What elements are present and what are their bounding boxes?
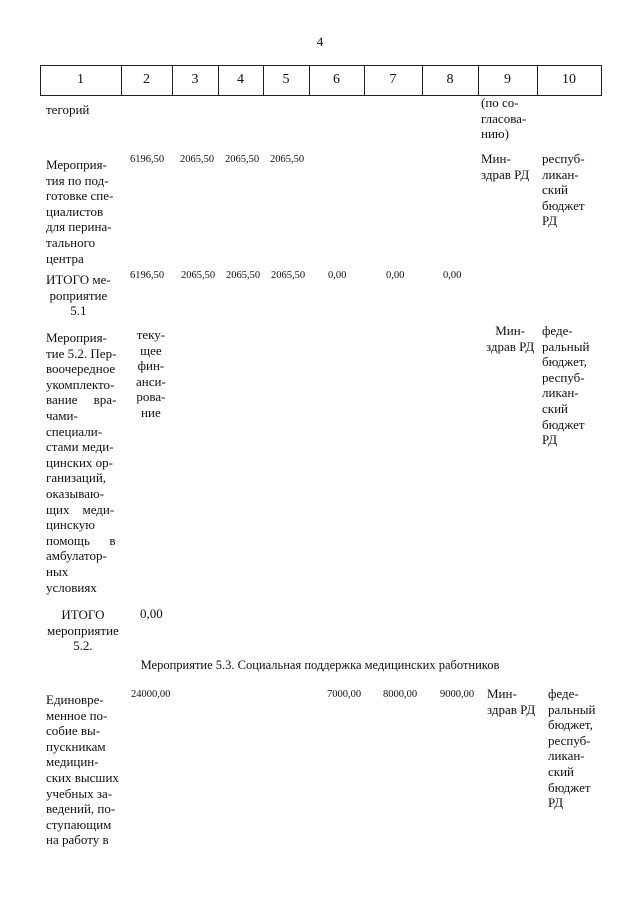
column-number-6: 6 xyxy=(333,72,340,87)
row-5-2-source: феде- ральный бюджет, респуб- ликан- ский бюджет РД xyxy=(542,323,590,448)
row-5-3-col8: 9000,00 xyxy=(440,689,475,700)
row-perinatal-value-col3: 2065,50 xyxy=(180,154,215,165)
row-continuation-executor: (по со- гласова- нию) xyxy=(481,95,527,142)
row-5-3-executor: Мин- здрав РД xyxy=(487,686,536,717)
total-5-1-col7: 0,00 xyxy=(386,270,405,281)
row-5-2-name: Мероприя- тие 5.2. Пер- воочередное укомплекто- вание вра- чами- специали- стами меди- цинских ор- ганизаций, оказываю- щих меди- цинскую помощь в амбулатор- ных условиях xyxy=(46,330,117,595)
row-perinatal-value-col5: 2065,50 xyxy=(270,154,305,165)
total-5-1-label: ИТОГО ме- роприятие 5.1 xyxy=(46,272,111,319)
column-number-7: 7 xyxy=(389,72,397,87)
column-number-3: 3 xyxy=(191,72,199,87)
row-continuation-name: тегорий xyxy=(46,102,90,117)
total-5-1-col4: 2065,50 xyxy=(226,270,261,281)
column-number-5: 5 xyxy=(282,72,290,87)
column-number-2: 2 xyxy=(143,72,150,87)
total-5-2-label: ИТОГО мероприятие 5.2. xyxy=(47,607,119,654)
row-perinatal-name: Мероприя- тия по под- готовке спе- циалистов для перина- тального центра xyxy=(46,157,114,266)
total-5-1-col8: 0,00 xyxy=(443,270,462,281)
row-5-3-col6: 7000,00 xyxy=(327,689,362,700)
header-divider xyxy=(601,65,602,95)
total-5-1-col5: 2065,50 xyxy=(271,270,306,281)
row-perinatal-value-col2: 6196,50 xyxy=(130,154,165,165)
column-number-8: 8 xyxy=(446,72,454,87)
row-5-3-source: феде- ральный бюджет, респуб- ликан- ский бюджет РД xyxy=(548,686,596,811)
column-number-1: 1 xyxy=(77,72,84,87)
column-number-9: 9 xyxy=(504,72,511,87)
section-5-3-title: Мероприятие 5.3. Социальная поддержка медицинских работников xyxy=(140,658,500,672)
column-number-4: 4 xyxy=(237,72,244,87)
total-5-2-value: 0,00 xyxy=(140,606,163,621)
total-5-1-col3: 2065,50 xyxy=(181,270,216,281)
row-perinatal-value-col4: 2065,50 xyxy=(225,154,260,165)
row-perinatal-source: респуб- ликан- ский бюджет РД xyxy=(542,151,585,229)
row-5-2-funding: теку- щее фин- анси- рова- ние xyxy=(136,327,166,420)
row-perinatal-executor: Мин- здрав РД xyxy=(481,151,530,182)
row-5-3-col2: 24000,00 xyxy=(131,689,171,700)
row-5-3-col7: 8000,00 xyxy=(383,689,418,700)
row-5-3-name: Единовре- менное по- собие вы- пускникам медицин- ских высших учебных за- ведений, по- ступающим на работу в xyxy=(46,692,119,848)
column-number-10: 10 xyxy=(562,72,576,87)
row-5-2-executor: Мин- здрав РД xyxy=(486,323,535,354)
page-number: 4 xyxy=(316,34,324,49)
total-5-1-col2: 6196,50 xyxy=(130,270,165,281)
total-5-1-col6: 0,00 xyxy=(328,270,347,281)
